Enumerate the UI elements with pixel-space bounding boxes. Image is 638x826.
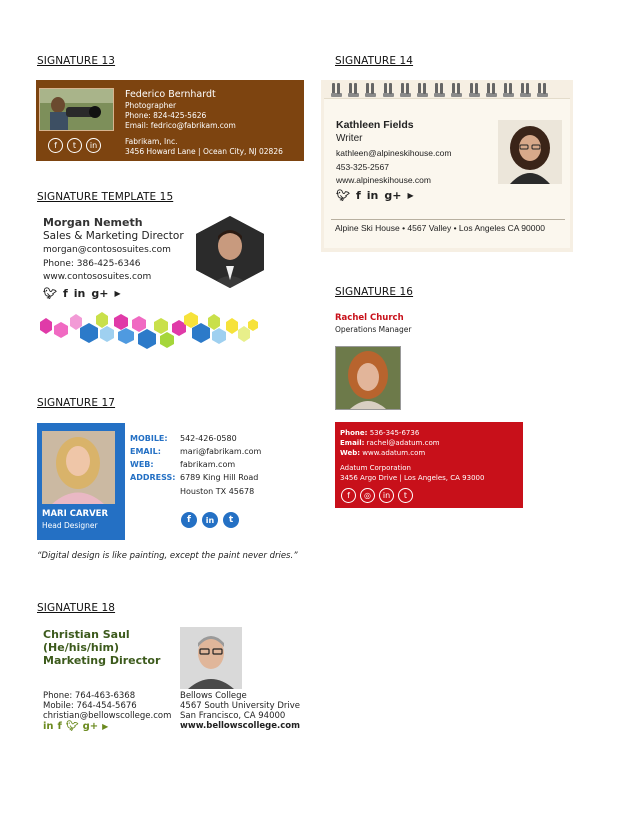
address: 6789 King Hill Road: [180, 473, 259, 482]
signature-14-heading: SIGNATURE 14: [335, 55, 414, 67]
website[interactable]: www.contososuites.com: [43, 272, 152, 282]
linkedin-icon[interactable]: in: [86, 138, 101, 153]
job-title: Marketing Director: [43, 654, 161, 667]
web-row: [340, 449, 425, 457]
email-row: [340, 439, 440, 447]
youtube-icon[interactable]: ▶: [407, 190, 414, 200]
phone-label: Phone:: [340, 429, 368, 437]
phone: Phone: 386-425-6346: [43, 259, 141, 269]
facebook-icon[interactable]: f: [355, 189, 361, 202]
phone: 536-345-6736: [369, 429, 420, 437]
address-label: ADDRESS:: [130, 473, 176, 482]
profile-card: [37, 423, 125, 540]
facebook-icon[interactable]: f: [341, 488, 356, 503]
signature-13-social-icons: [48, 138, 101, 153]
twitter-icon[interactable]: 🐦︎: [65, 721, 79, 732]
signature-16-social-icons: [341, 488, 413, 503]
web-label: WEB:: [130, 460, 154, 469]
manager-photo: [335, 346, 401, 410]
youtube-icon[interactable]: ▶: [102, 722, 109, 731]
mobile: Mobile: 764-454-5676: [43, 701, 137, 711]
linkedin-icon[interactable]: in: [43, 721, 54, 732]
address: 3456 Argo Drive | Los Angeles, CA 93000: [340, 474, 485, 482]
designer-photo: [42, 431, 115, 504]
email[interactable]: morgan@contososuites.com: [43, 245, 171, 255]
email[interactable]: rachel@adatum.com: [366, 439, 440, 447]
quote: “Digital design is like painting, except the paint never dries.”: [37, 551, 298, 561]
email-label: Email:: [340, 439, 365, 447]
youtube-icon[interactable]: ▶: [114, 288, 121, 298]
twitter-icon[interactable]: 🐦︎: [43, 287, 57, 300]
name: MARI CARVER: [42, 509, 108, 519]
writer-photo: [498, 120, 562, 184]
linkedin-icon[interactable]: in: [73, 287, 86, 300]
phone: 453-325-2567: [336, 162, 389, 172]
divider: [331, 219, 565, 220]
mobile-label: MOBILE:: [130, 434, 168, 443]
email[interactable]: christian@bellowscollege.com: [43, 711, 172, 721]
signature-15-heading: SIGNATURE TEMPLATE 15: [37, 191, 174, 203]
website[interactable]: www.alpineskihouse.com: [336, 175, 431, 185]
signature-16-heading: SIGNATURE 16: [335, 286, 414, 298]
linkedin-icon[interactable]: in: [379, 488, 394, 503]
facebook-icon[interactable]: f: [62, 287, 68, 300]
email[interactable]: mari@fabrikam.com: [180, 447, 262, 456]
name: Federico Bernhardt: [125, 89, 216, 100]
phone: Phone: 824-425-5626: [125, 111, 207, 120]
google-plus-icon[interactable]: g+: [384, 189, 402, 202]
twitter-icon[interactable]: t: [67, 138, 82, 153]
job-title: Writer: [336, 133, 363, 144]
website[interactable]: www.bellowscollege.com: [180, 721, 300, 731]
google-plus-icon[interactable]: g+: [82, 721, 99, 732]
website[interactable]: fabrikam.com: [180, 460, 236, 469]
signature-13-card: [36, 80, 304, 161]
name: Kathleen Fields: [336, 119, 414, 131]
instagram-icon[interactable]: ◎: [360, 488, 375, 503]
name: Rachel Church: [335, 313, 404, 323]
signature-15-social-icons: [43, 288, 121, 299]
address: Alpine Ski House • 4567 Valley • Los Angeles CA 90000: [335, 223, 545, 233]
facebook-icon[interactable]: f: [57, 721, 62, 732]
organization: Bellows College: [180, 691, 247, 701]
twitter-icon[interactable]: t: [223, 512, 239, 528]
twitter-icon[interactable]: t: [398, 488, 413, 503]
street-address: 4567 South University Drive: [180, 701, 300, 711]
signature-17-social-icons: [181, 512, 239, 528]
signature-13-heading: SIGNATURE 13: [37, 55, 116, 67]
name: Morgan Nemeth: [43, 216, 143, 229]
pronouns: (He/his/him): [43, 641, 119, 654]
address-line-2: Houston TX 45678: [180, 487, 255, 496]
linkedin-icon[interactable]: in: [202, 512, 218, 528]
web-label: Web:: [340, 449, 361, 457]
job-title: Photographer: [125, 101, 177, 110]
facebook-icon[interactable]: f: [181, 512, 197, 528]
signature-14-social-icons: [336, 190, 414, 201]
director-photo: [196, 216, 264, 288]
job-title: Operations Manager: [335, 325, 412, 334]
signature-17-heading: SIGNATURE 17: [37, 397, 116, 409]
signature-18-heading: SIGNATURE 18: [37, 602, 116, 614]
job-title: Sales & Marketing Director: [43, 230, 184, 242]
spiral-binding: [331, 83, 548, 98]
contact-card: [335, 422, 523, 508]
facebook-icon[interactable]: f: [48, 138, 63, 153]
company: Fabrikam, Inc.: [125, 137, 178, 146]
signature-14-card: [321, 80, 573, 252]
google-plus-icon[interactable]: g+: [91, 287, 109, 300]
name: Christian Saul: [43, 628, 130, 641]
address: 3456 Howard Lane | Ocean City, NJ 02826: [125, 147, 283, 156]
marketing-director-photo: [180, 627, 242, 689]
mobile: 542-426-0580: [180, 434, 237, 443]
signature-18-social-icons: [43, 722, 108, 732]
city-address: San Francisco, CA 94000: [180, 711, 286, 721]
company: Adatum Corporation: [340, 464, 411, 472]
email[interactable]: kathleen@alpineskihouse.com: [336, 148, 452, 158]
photographer-photo: [39, 88, 114, 131]
email[interactable]: Email: fedrico@fabrikam.com: [125, 121, 236, 130]
linkedin-icon[interactable]: in: [366, 189, 379, 202]
phone: Phone: 764-463-6368: [43, 691, 136, 701]
website[interactable]: www.adatum.com: [362, 449, 426, 457]
phone-row: [340, 429, 419, 437]
twitter-icon[interactable]: 🐦︎: [336, 189, 350, 202]
hexagon-pattern: [34, 308, 258, 354]
email-label: EMAIL:: [130, 447, 161, 456]
job-title: Head Designer: [42, 521, 98, 530]
